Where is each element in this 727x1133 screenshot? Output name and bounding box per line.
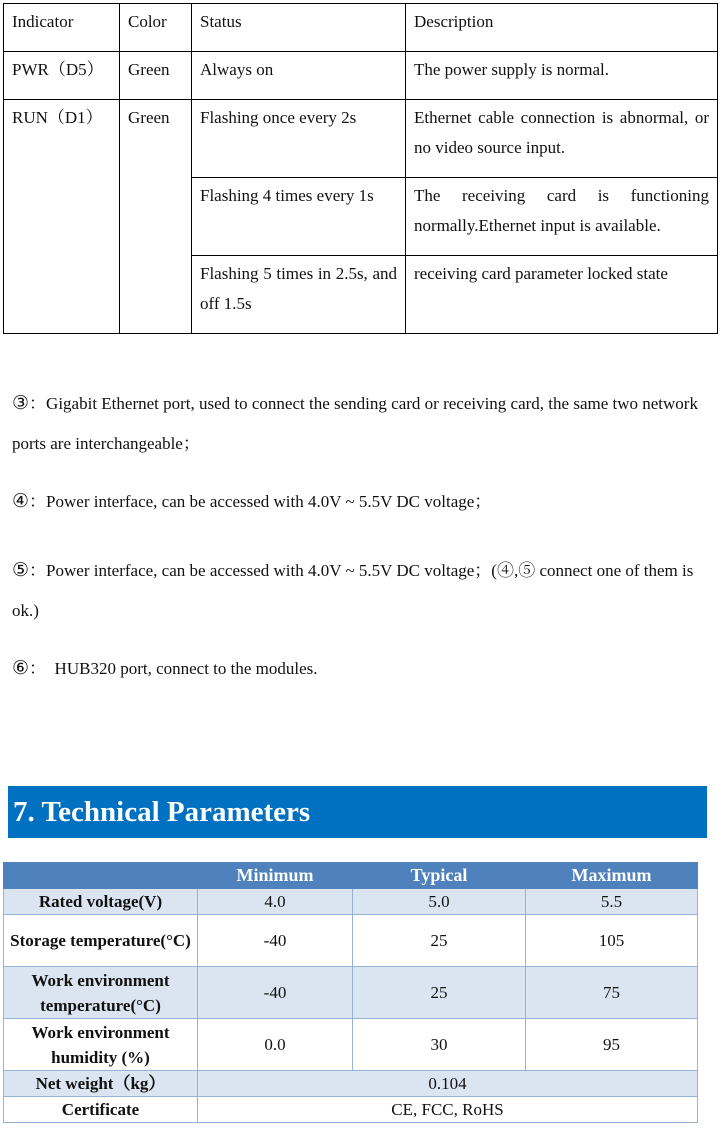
min-value: -40 xyxy=(198,967,353,1019)
header-color: Color xyxy=(120,4,192,52)
table-row xyxy=(4,1019,698,1071)
circled-number-6: ⑥ xyxy=(12,658,30,679)
param-value: 0.104 xyxy=(198,1071,698,1097)
param-label: Rated voltage(V) xyxy=(4,889,198,915)
typ-value: 25 xyxy=(353,915,526,967)
port-text: ：Gigabit Ethernet port, used to connect the sending card or receiving card, the same two network ports are interchangeable； xyxy=(12,394,698,453)
header-description: Description xyxy=(406,4,718,52)
section-heading-technical-parameters: 7. Technical Parameters xyxy=(8,786,707,838)
led-table-header-row xyxy=(4,4,718,52)
indicator-cell: PWR（D5） xyxy=(4,52,120,100)
color-cell: Green xyxy=(120,52,192,100)
port-description-5 xyxy=(12,551,712,631)
description-cell: receiving card parameter locked state xyxy=(406,256,718,334)
header-maximum: Maximum xyxy=(526,863,698,889)
table-row xyxy=(4,100,718,178)
param-label: Storage temperature(°C) xyxy=(4,915,198,967)
max-value: 5.5 xyxy=(526,889,698,915)
indicator-cell: RUN（D1） xyxy=(4,100,120,334)
min-value: 0.0 xyxy=(198,1019,353,1071)
header-status: Status xyxy=(192,4,406,52)
port-text: ：Power interface, can be accessed with 4.0V ~ 5.5V DC voltage； xyxy=(29,492,492,511)
param-label: Work environment temperature(°C) xyxy=(4,967,198,1019)
circled-number-4: ④ xyxy=(12,491,30,512)
max-value: 105 xyxy=(526,915,698,967)
param-value: CE, FCC, RoHS xyxy=(198,1097,698,1123)
table-row xyxy=(4,967,698,1019)
port-description-6 xyxy=(12,649,712,689)
param-label: Net weight（kg） xyxy=(4,1071,198,1097)
header-typical: Typical xyxy=(353,863,526,889)
param-label: Work environment humidity (%) xyxy=(4,1019,198,1071)
status-cell: Flashing 4 times every 1s xyxy=(192,178,406,256)
color-cell: Green xyxy=(120,100,192,334)
circled-number-5: ⑤ xyxy=(12,560,30,581)
typ-value: 30 xyxy=(353,1019,526,1071)
min-value: 4.0 xyxy=(198,889,353,915)
port-text: ： HUB320 port, connect to the modules. xyxy=(29,659,318,678)
port-description-3 xyxy=(12,384,712,464)
header-indicator: Indicator xyxy=(4,4,120,52)
table-row xyxy=(4,1071,698,1097)
typ-value: 5.0 xyxy=(353,889,526,915)
header-blank xyxy=(4,863,198,889)
status-cell: Flashing once every 2s xyxy=(192,100,406,178)
port-description-4 xyxy=(12,482,712,522)
port-text: ：Power interface, can be accessed with 4.0V ~ 5.5V DC voltage；(④,⑤ connect one of them is ok.) xyxy=(12,561,694,620)
led-indicator-table xyxy=(3,3,718,334)
table-row xyxy=(4,889,698,915)
description-cell: The power supply is normal. xyxy=(406,52,718,100)
param-label: Certificate xyxy=(4,1097,198,1123)
min-value: -40 xyxy=(198,915,353,967)
status-cell: Always on xyxy=(192,52,406,100)
circled-number-3: ③ xyxy=(12,393,30,414)
table-row xyxy=(4,52,718,100)
status-cell: Flashing 5 times in 2.5s, and off 1.5s xyxy=(192,256,406,334)
description-cell: The receiving card is functioning normally.Ethernet input is available. xyxy=(406,178,718,256)
table-row xyxy=(4,915,698,967)
max-value: 95 xyxy=(526,1019,698,1071)
tech-header-row xyxy=(4,863,698,889)
header-minimum: Minimum xyxy=(198,863,353,889)
description-cell: Ethernet cable connection is abnormal, or no video source input. xyxy=(406,100,718,178)
max-value: 75 xyxy=(526,967,698,1019)
typ-value: 25 xyxy=(353,967,526,1019)
technical-parameters-table xyxy=(3,862,698,1123)
table-row xyxy=(4,1097,698,1123)
